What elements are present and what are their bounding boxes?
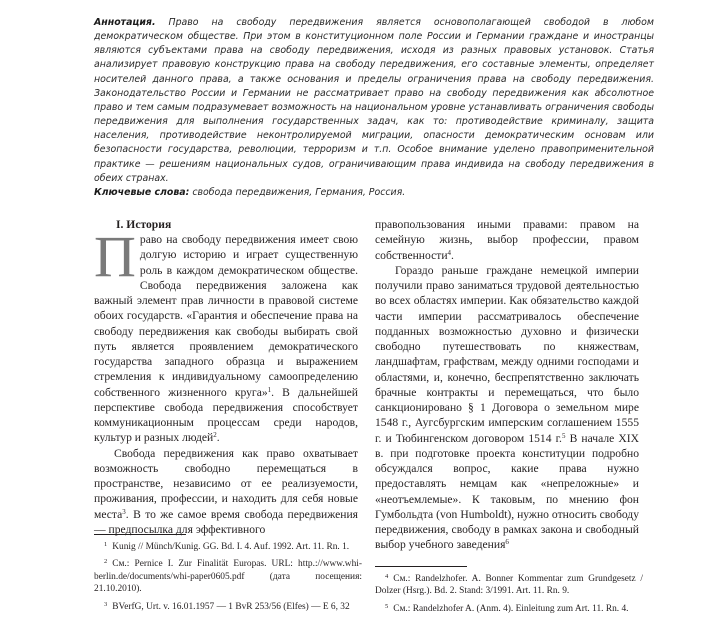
footnote-ref[interactable]: 4 — [447, 248, 452, 257]
footnote-ref[interactable]: 5 — [561, 431, 566, 440]
footnote — [94, 599, 362, 613]
footnote-text: См.: Pernice I. Zur Finalität Europas. URL: http.://www.whi-berlin.de/documents/whi-paper0605.pdf (дата посещения: 21.10.2010). — [94, 559, 362, 595]
paragraph — [94, 446, 358, 538]
footnote — [94, 539, 362, 553]
footnote-ref[interactable]: 6 — [505, 538, 509, 547]
right-column — [375, 217, 639, 553]
paragraph-text: Гораздо раньше граждане немецкой империи получили право заниматься трудовой деятельностью во всех областях империи. Как обязательство каждой части империи рассматривалось обеспечение подданных возможностью духовно и физически свободно путешествовать по княжествам, ландшафтам, графствам, между одними господами и областями, и, конечно, беспрепятственно заключать брачные контракты и перемещаться, что было санкционировано § 1 Договора о земельном мире 1548 г., Аугсбургским имперским соглашением 1555 г. и Тюбингенском договором 1514 г. — [375, 263, 639, 445]
footnote-number: 2 — [104, 558, 108, 566]
footnote-number: 4 — [385, 573, 389, 580]
paragraph-text: . — [216, 431, 220, 445]
paragraph-text: Свобода передвижения как право охватывает возможность свободно перемещаться в пространстве, независимо от ее реализуемости, проживания, профессии, и находить для себя новые места — [94, 446, 358, 521]
keywords-text: свобода передвижения, Германия, Россия. — [192, 186, 406, 198]
footnote-text: Kunig // Münch/Kunig. GG. Bd. I. 4. Auf. 1992. Art. 11. Rn. 1. — [112, 542, 350, 552]
paragraph-text: В начале XIX в. при подготовке проекта конституции подробно обсуждался вопрос, какие права нужно предоставлять немцам как «непреложные» и «неотъемлемые». К таковым, по мнению фон Гумбольдта (von Humboldt), нужно относить свободу передвижения, свободу в рамках закона и свободный выбор учебного заведения — [375, 431, 639, 552]
footnote-text: См.: Randelzhofer. A. Bonner Kommentar zum Grundgesetz / Dolzer (Hsrg.). Bd. 2. Stand: 3/1991. Art. 11. Rn. 9. — [375, 574, 643, 597]
section-title: I. История — [116, 218, 172, 231]
footnote-number: 5 — [385, 602, 389, 610]
footnote-text: BVerfG, Urt. v. 16.01.1957 — 1 BvR 253/56 (Elfes) — E 6, 32 — [112, 601, 350, 612]
footnote-number: 1 — [104, 541, 108, 548]
paragraph-text: . — [451, 248, 454, 262]
abstract — [94, 16, 654, 200]
left-column — [94, 217, 358, 537]
footnote-divider — [375, 566, 467, 567]
abstract-label: Аннотация. — [94, 17, 156, 28]
footnote — [375, 571, 643, 598]
paragraph-text: . В дальнейшей перспективе свобода передвижения способствует коммуникационным процессам среди народов, культур и разных людей — [94, 385, 358, 445]
abstract-text: Право на свободу передвижения является основополагающей свободой в любом демократическом обществе. При этом в конституционном поле России и Германии граждане и иностранцы являются субъектами права на свободу передвижения, исходя из разных правовых установок. Статья анализирует правовую конструкцию права на свободу передвижения, его составные элементы, определяет носителей данного права, а также основания и пределы ограничения права на свободу передвижения. Законодательство России и Германии не рассматривает право на свободу передвижения как абсолютное право и тем самым подразумевает возможность на национальном уровне устанавливать ограничения свободы передвижения для выполнения государственных задач, как то: противодействие криминалу, защита населения, противодействие неконтролируемой миграции, опасности демократическим основам или безопасности государства, революции, терроризм и т.п. Особое внимание уделено правоприменительной практике — решениям национальных судов, ограничивающим права индивида на свободу передвижения в обеих странах. — [94, 17, 654, 184]
footnote-text: См.: Randelzhofer A. (Anm. 4). Einleitung zum Art. 11. Rn. 4. — [393, 603, 629, 614]
footnote-ref[interactable]: 1 — [267, 385, 272, 394]
paragraph-text: правопользования иными правами: правом на семейную жизнь, выбор профессии, правом собственности — [375, 218, 639, 262]
footnote — [375, 601, 643, 615]
drop-cap: П — [94, 224, 136, 289]
footnote — [94, 556, 362, 595]
footnote-number: 3 — [104, 600, 108, 608]
paragraph — [375, 217, 639, 263]
footnote-ref[interactable]: 3 — [122, 507, 126, 516]
footnotes-left — [94, 534, 362, 616]
paragraph — [375, 263, 639, 553]
footnotes-right — [375, 566, 643, 618]
paragraph-text: раво на свободу передвижения имеет свою долгую историю и играет существенную роль в каждом демократическом обществе. Свобода передвижения заложена как важный элемент прав личности в правовой системе обоих государств. «Гарантия и обеспечение права на свободу передвижения как свободы выбирать свой путь является проявлением демократического государства западного образца и выражением стремления к индивидуальному самоопределению собственного жизненного круга» — [94, 233, 358, 399]
paragraph-text: . В то же самое время свобода передвижения — предпосылка для эффективного — [94, 507, 358, 536]
footnote-divider — [94, 534, 186, 535]
footnote-ref[interactable]: 2 — [213, 431, 217, 440]
keywords-label: Ключевые слова: — [94, 186, 190, 198]
